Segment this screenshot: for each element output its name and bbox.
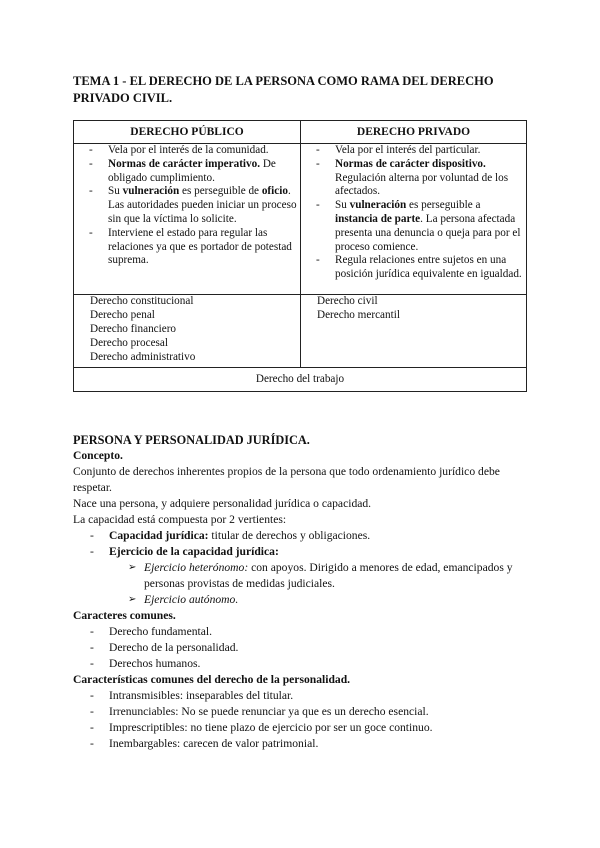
list-item: - Su vulneración es perseguible a instancia de parte. La persona afectada presenta una denuncia o queja para por el proceso comience.	[316, 199, 521, 253]
list-item: - Interviene el estado para regular las relaciones ya que es portador de potestad suprema.	[89, 226, 292, 267]
rama-item: Derecho financiero	[90, 322, 177, 335]
caracteristicas-heading: Características comunes del derecho de la personalidad.	[73, 673, 351, 686]
list-item: - Intransmisibles: inseparables del titular.	[90, 689, 294, 702]
sub-list-item: ➢ Ejercicio autónomo.	[128, 593, 239, 606]
rama-item: Derecho constitucional	[90, 295, 194, 307]
list-item: - Vela por el interés del particular.	[316, 144, 481, 156]
list-item: - Regula relaciones entre sujetos en una posición jurídica equivalente en igualdad.	[316, 254, 522, 281]
list-item: - Normas de carácter dispositivo. Regulación alterna por voluntad de los afectados.	[316, 157, 509, 198]
comparison-table	[73, 120, 527, 392]
list-item: - Irrenunciables: No se puede renunciar ya que es un derecho esencial.	[90, 705, 429, 718]
publico-features	[74, 144, 301, 295]
list-item: - Derecho fundamental.	[90, 625, 213, 638]
concepto-paragraph: Nace una persona, y adquiere personalidad jurídica o capacidad.	[73, 497, 372, 510]
privado-ramas	[301, 295, 527, 368]
list-item: - Vela por el interés de la comunidad.	[89, 144, 269, 156]
header-publico: DERECHO PÚBLICO	[74, 121, 301, 144]
list-item: - Inembargables: carecen de valor patrimonial.	[90, 737, 319, 750]
rama-item: Derecho mercantil	[317, 308, 400, 321]
header-privado: DERECHO PRIVADO	[301, 121, 527, 144]
sub-list-item: ➢ Ejercicio heterónomo: con apoyos. Dirigido a menores de edad, emancipados y personas provistas de medidas judiciales.	[128, 561, 513, 590]
list-item: - Capacidad jurídica: titular de derechos y obligaciones.	[90, 529, 371, 542]
list-item: - Derecho de la personalidad.	[90, 641, 239, 654]
caracteres-heading: Caracteres comunes.	[73, 609, 176, 622]
privado-features	[301, 144, 527, 295]
rama-item: Derecho civil	[317, 295, 378, 307]
rama-item: Derecho administrativo	[90, 350, 196, 363]
arrow-bullet-icon: ➢	[128, 594, 137, 605]
concepto-paragraph: Conjunto de derechos inherentes propios de la persona que todo ordenamiento jurídico debe respetar.	[73, 465, 500, 494]
rama-item: Derecho penal	[90, 308, 155, 321]
list-item: - Su vulneración es perseguible de oficio. Las autoridades pueden iniciar un proceso sin que la víctima lo solicite.	[89, 185, 297, 225]
arrow-bullet-icon: ➢	[128, 562, 137, 573]
concepto-paragraph: La capacidad está compuesta por 2 vertientes:	[73, 513, 287, 526]
publico-ramas	[74, 295, 301, 368]
page-title: TEMA 1 - EL DERECHO DE LA PERSONA COMO RAMA DEL DERECHO PRIVADO CIVIL.	[73, 74, 494, 105]
list-item: - Normas de carácter imperativo. De obligado cumplimiento.	[89, 157, 276, 184]
list-item: - Ejercicio de la capacidad jurídica:	[90, 545, 279, 558]
section-heading: PERSONA Y PERSONALIDAD JURÍDICA.	[73, 433, 310, 447]
list-item: - Imprescriptibles: no tiene plazo de ejercicio por ser un goce continuo.	[90, 721, 433, 734]
concepto-heading: Concepto.	[73, 449, 123, 462]
persona-section	[73, 432, 533, 752]
rama-item: Derecho procesal	[90, 336, 168, 349]
shared-rama: Derecho del trabajo	[74, 368, 527, 392]
list-item: - Derechos humanos.	[90, 657, 201, 670]
